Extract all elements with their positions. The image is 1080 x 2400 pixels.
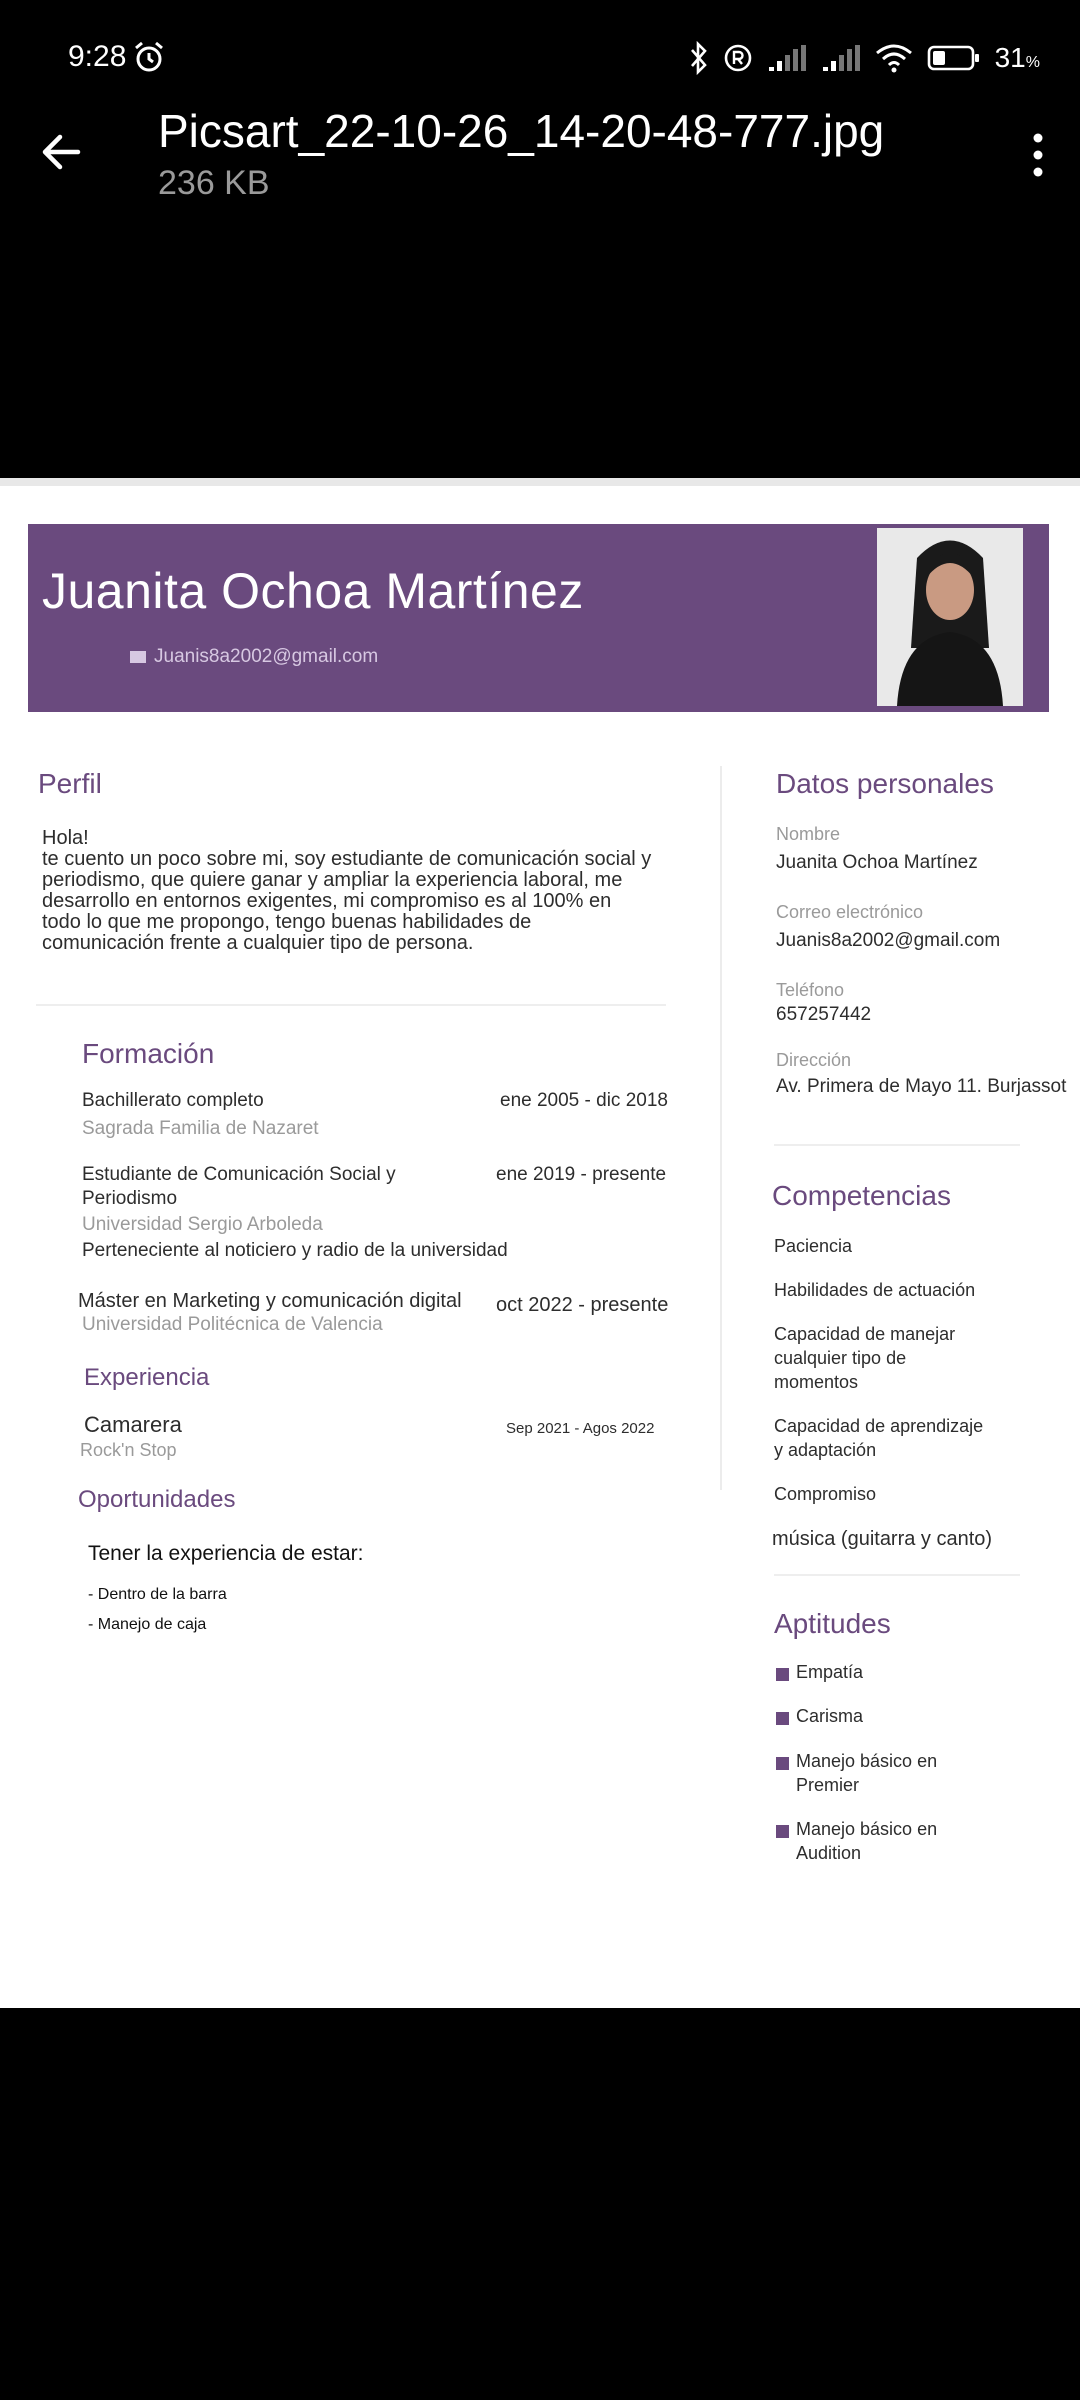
datos-divider xyxy=(774,1144,1020,1146)
formacion-item-title: Máster en Marketing y comunicación digital xyxy=(78,1290,462,1312)
aptitud-bullet xyxy=(776,1668,789,1681)
oportunidades-heading: Oportunidades xyxy=(78,1486,236,1513)
datos-personales-heading: Datos personales xyxy=(776,768,994,799)
competencia-item: música (guitarra y canto) xyxy=(772,1528,993,1550)
direccion-value: Av. Primera de Mayo 11. Burjassot xyxy=(776,1076,1067,1097)
formacion-item-institution: Universidad Politécnica de Valencia xyxy=(82,1314,383,1335)
registered-icon xyxy=(723,43,753,73)
formacion-item-dates: ene 2005 - dic 2018 xyxy=(500,1090,668,1111)
perfil-line: comunicación frente a cualquier tipo de persona. xyxy=(42,932,474,954)
banner-email xyxy=(130,646,378,668)
aptitud-bullet xyxy=(776,1712,789,1725)
experiencia-role: Camarera xyxy=(84,1412,182,1437)
oportunidades-item: - Dentro de la barra xyxy=(88,1586,227,1603)
status-bar xyxy=(0,0,1080,110)
aptitud-bullet xyxy=(776,1825,789,1838)
aptitud-bullet xyxy=(776,1757,789,1770)
formacion-item-institution: Universidad Sergio Arboleda xyxy=(82,1214,323,1235)
envelope-icon xyxy=(130,651,146,663)
perfil-body xyxy=(42,828,682,954)
status-time: 9:28 xyxy=(68,40,127,73)
perfil-line: periodismo, que quiere ganar y ampliar la experiencia laboral, me xyxy=(42,869,623,891)
direccion-label: Dirección xyxy=(776,1050,852,1070)
competencia-item: Paciencia xyxy=(774,1236,853,1256)
aptitud-item: Carisma xyxy=(796,1706,864,1726)
competencia-item: Capacidad de manejar xyxy=(774,1324,956,1344)
bluetooth-icon xyxy=(689,41,709,75)
formacion-item-institution: Sagrada Familia de Nazaret xyxy=(82,1118,319,1139)
perfil-line: desarrollo en entornos exigentes, mi compromiso es al 100% en xyxy=(42,890,612,912)
column-divider xyxy=(720,766,722,1490)
competencia-item: Capacidad de aprendizaje xyxy=(774,1416,984,1436)
correo-label: Correo electrónico xyxy=(776,902,924,922)
signal-icon-2 xyxy=(821,43,861,73)
file-name: Picsart_22-10-26_14-20-48-777.jpg xyxy=(158,105,885,157)
cv-name: Juanita Ochoa Martínez xyxy=(42,563,584,619)
file-size: 236 KB xyxy=(158,164,270,202)
formacion-heading: Formación xyxy=(82,1038,215,1069)
aptitud-item: Manejo básico en xyxy=(796,1751,938,1771)
formacion-item-note: Perteneciente al noticiero y radio de la universidad xyxy=(82,1240,508,1261)
competencia-item-cont: cualquier tipo de xyxy=(774,1348,907,1368)
battery-icon xyxy=(927,44,981,72)
nombre-label: Nombre xyxy=(776,824,841,844)
doc-top-edge xyxy=(0,478,1080,486)
competencia-item: Habilidades de actuación xyxy=(774,1280,976,1300)
competencias-divider xyxy=(774,1574,1020,1576)
alarm-icon xyxy=(132,40,166,74)
aptitud-item-cont: Premier xyxy=(796,1775,860,1795)
perfil-divider xyxy=(36,1004,666,1006)
back-arrow-icon[interactable] xyxy=(38,124,86,180)
perfil-line: todo lo que me propongo, tengo buenas habilidades de xyxy=(42,911,532,933)
aptitud-item-cont: Audition xyxy=(796,1843,862,1863)
telefono-value: 657257442 xyxy=(776,1004,872,1025)
more-options-icon[interactable] xyxy=(1026,130,1050,180)
perfil-heading: Perfil xyxy=(38,768,102,799)
competencias-heading: Competencias xyxy=(772,1180,951,1211)
aptitud-item: Manejo básico en xyxy=(796,1819,938,1839)
cv-document-image[interactable] xyxy=(0,478,1080,2008)
banner-email-text: Juanis8a2002@gmail.com xyxy=(154,646,379,667)
oportunidades-intro: Tener la experiencia de estar: xyxy=(88,1542,364,1565)
experiencia-place: Rock'n Stop xyxy=(80,1440,177,1460)
oportunidades-item: - Manejo de caja xyxy=(88,1616,207,1633)
formacion-item-title-cont: Periodismo xyxy=(82,1188,178,1209)
telefono-label: Teléfono xyxy=(776,980,845,1000)
perfil-line: Hola! xyxy=(42,827,89,849)
perfil-line: te cuento un poco sobre mi, soy estudiante de comunicación social y xyxy=(42,848,652,870)
formacion-item-dates: ene 2019 - presente xyxy=(496,1164,667,1185)
battery-level: 31% xyxy=(994,42,1040,73)
experiencia-heading: Experiencia xyxy=(84,1364,210,1391)
aptitud-item: Empatía xyxy=(796,1662,864,1682)
competencia-item: Compromiso xyxy=(774,1484,877,1504)
formacion-item-dates: oct 2022 - presente xyxy=(496,1294,669,1316)
formacion-item-title: Estudiante de Comunicación Social y xyxy=(82,1164,396,1185)
competencia-item-cont: y adaptación xyxy=(774,1440,877,1460)
nombre-value: Juanita Ochoa Martínez xyxy=(776,852,978,873)
signal-icon xyxy=(767,43,807,73)
formacion-item-title: Bachillerato completo xyxy=(82,1090,264,1111)
cv-banner xyxy=(28,524,1049,712)
viewer-header xyxy=(0,100,1080,220)
wifi-icon xyxy=(875,43,913,73)
profile-photo xyxy=(877,528,1023,706)
correo-value: Juanis8a2002@gmail.com xyxy=(776,930,1001,951)
competencia-item-cont: momentos xyxy=(774,1372,859,1392)
aptitudes-heading: Aptitudes xyxy=(774,1608,891,1639)
experiencia-dates: Sep 2021 - Agos 2022 xyxy=(506,1420,655,1437)
